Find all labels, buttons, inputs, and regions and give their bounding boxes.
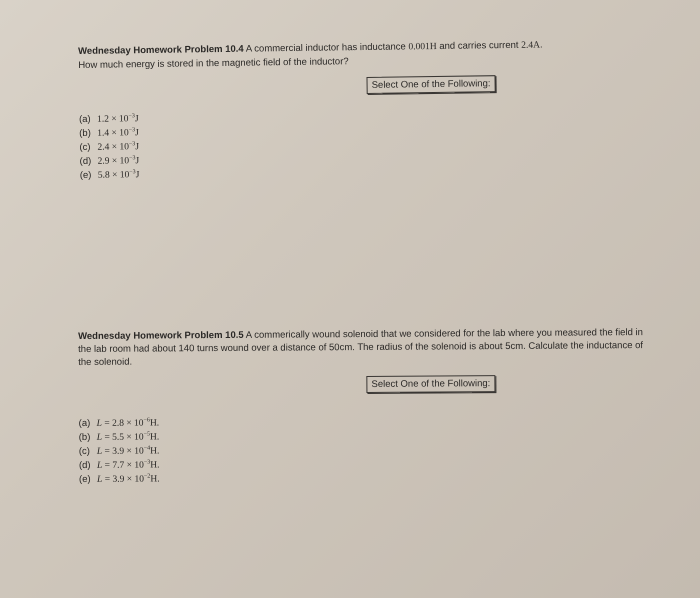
option-symbol: L — [96, 418, 102, 429]
problem-10-5-statement — [78, 326, 643, 369]
option-unit: H. — [150, 474, 160, 485]
option-exponent: −3 — [128, 127, 136, 134]
option-unit: J — [134, 114, 139, 125]
option-exponent: −3 — [129, 155, 136, 162]
option-label: (d) — [78, 459, 91, 471]
problem-10-5-options — [79, 413, 644, 487]
option-unit: J — [135, 156, 140, 167]
option-symbol: L — [96, 432, 103, 443]
option-label: (d) — [79, 155, 92, 167]
problem-10-4-heading: Wednesday Homework Problem 10.4 — [78, 43, 244, 57]
option-value: = 7.7 × 10 — [102, 460, 144, 471]
option-label: (c) — [79, 141, 91, 153]
option-exponent: −5 — [143, 431, 151, 438]
option-exponent: −4 — [143, 445, 151, 452]
option-label: (a) — [78, 113, 91, 125]
option-exponent: −3 — [129, 169, 136, 176]
option-value: 1.2 × 10 — [96, 114, 129, 125]
option-label: (e) — [79, 473, 91, 485]
option-value: 5.8 × 10 — [97, 170, 130, 181]
problem-10-5-select[interactable]: Select One of the Following: — [366, 375, 495, 393]
option-value: = 5.5 × 10 — [102, 432, 144, 443]
problem-10-4-options — [79, 105, 645, 183]
option-unit: J — [135, 142, 140, 153]
option-value: = 2.8 × 10 — [101, 418, 144, 429]
problem-10-4-current: 2.4A — [521, 40, 540, 51]
option-value: 1.4 × 10 — [97, 128, 129, 139]
option-symbol: L — [96, 446, 103, 457]
problem-10-5 — [78, 326, 644, 487]
option-exponent: −2 — [143, 473, 151, 480]
option-label: (a) — [78, 417, 91, 429]
option-label: (b) — [79, 127, 91, 139]
problem-10-4-question: How much energy is stored in the magnetic field of the inductor? — [78, 56, 349, 71]
problem-10-4-text-b: and carries current — [436, 39, 522, 52]
option-exponent: −3 — [143, 459, 151, 466]
option-symbol: L — [97, 474, 103, 485]
option-value: = 3.9 × 10 — [102, 446, 144, 457]
problem-10-4-select[interactable]: Select One of the Following: — [367, 75, 496, 94]
option-value: 2.4 × 10 — [97, 142, 129, 153]
option-exponent: −6 — [143, 417, 150, 424]
option-exponent: −3 — [128, 113, 135, 120]
option-unit: H. — [149, 418, 160, 429]
option-label: (c) — [78, 445, 90, 457]
option-unit: H. — [149, 432, 160, 443]
option-unit: H. — [150, 446, 160, 457]
problem-10-4-text-c: . — [539, 39, 543, 51]
problem-10-5-text: A commerically wound solenoid that we considered for the lab where you measured the field in the lab room had about 140 turns wound over a distance of 50cm. The radius of the solenoid is about 5cm. Calculate the inductance of the solenoid. — [78, 327, 644, 368]
option-unit: J — [135, 128, 139, 139]
option-unit: H. — [150, 460, 160, 471]
problem-10-5-heading: Wednesday Homework Problem 10.5 — [78, 329, 244, 342]
problem-10-4-statement — [78, 37, 643, 72]
problem-10-4-text-a: A commercial inductor has inductance — [245, 41, 409, 55]
option-label: (b) — [78, 431, 91, 443]
problem-10-4 — [78, 37, 645, 183]
option-exponent: −3 — [128, 141, 136, 148]
option-label: (e) — [79, 169, 92, 181]
problem-10-4-inductance: 0.001H — [408, 41, 437, 53]
option-value: 2.9 × 10 — [97, 156, 130, 167]
option-symbol: L — [96, 460, 103, 471]
problem-10-5-option-e[interactable] — [79, 469, 644, 487]
option-value: = 3.9 × 10 — [102, 474, 144, 485]
option-unit: J — [135, 170, 140, 181]
